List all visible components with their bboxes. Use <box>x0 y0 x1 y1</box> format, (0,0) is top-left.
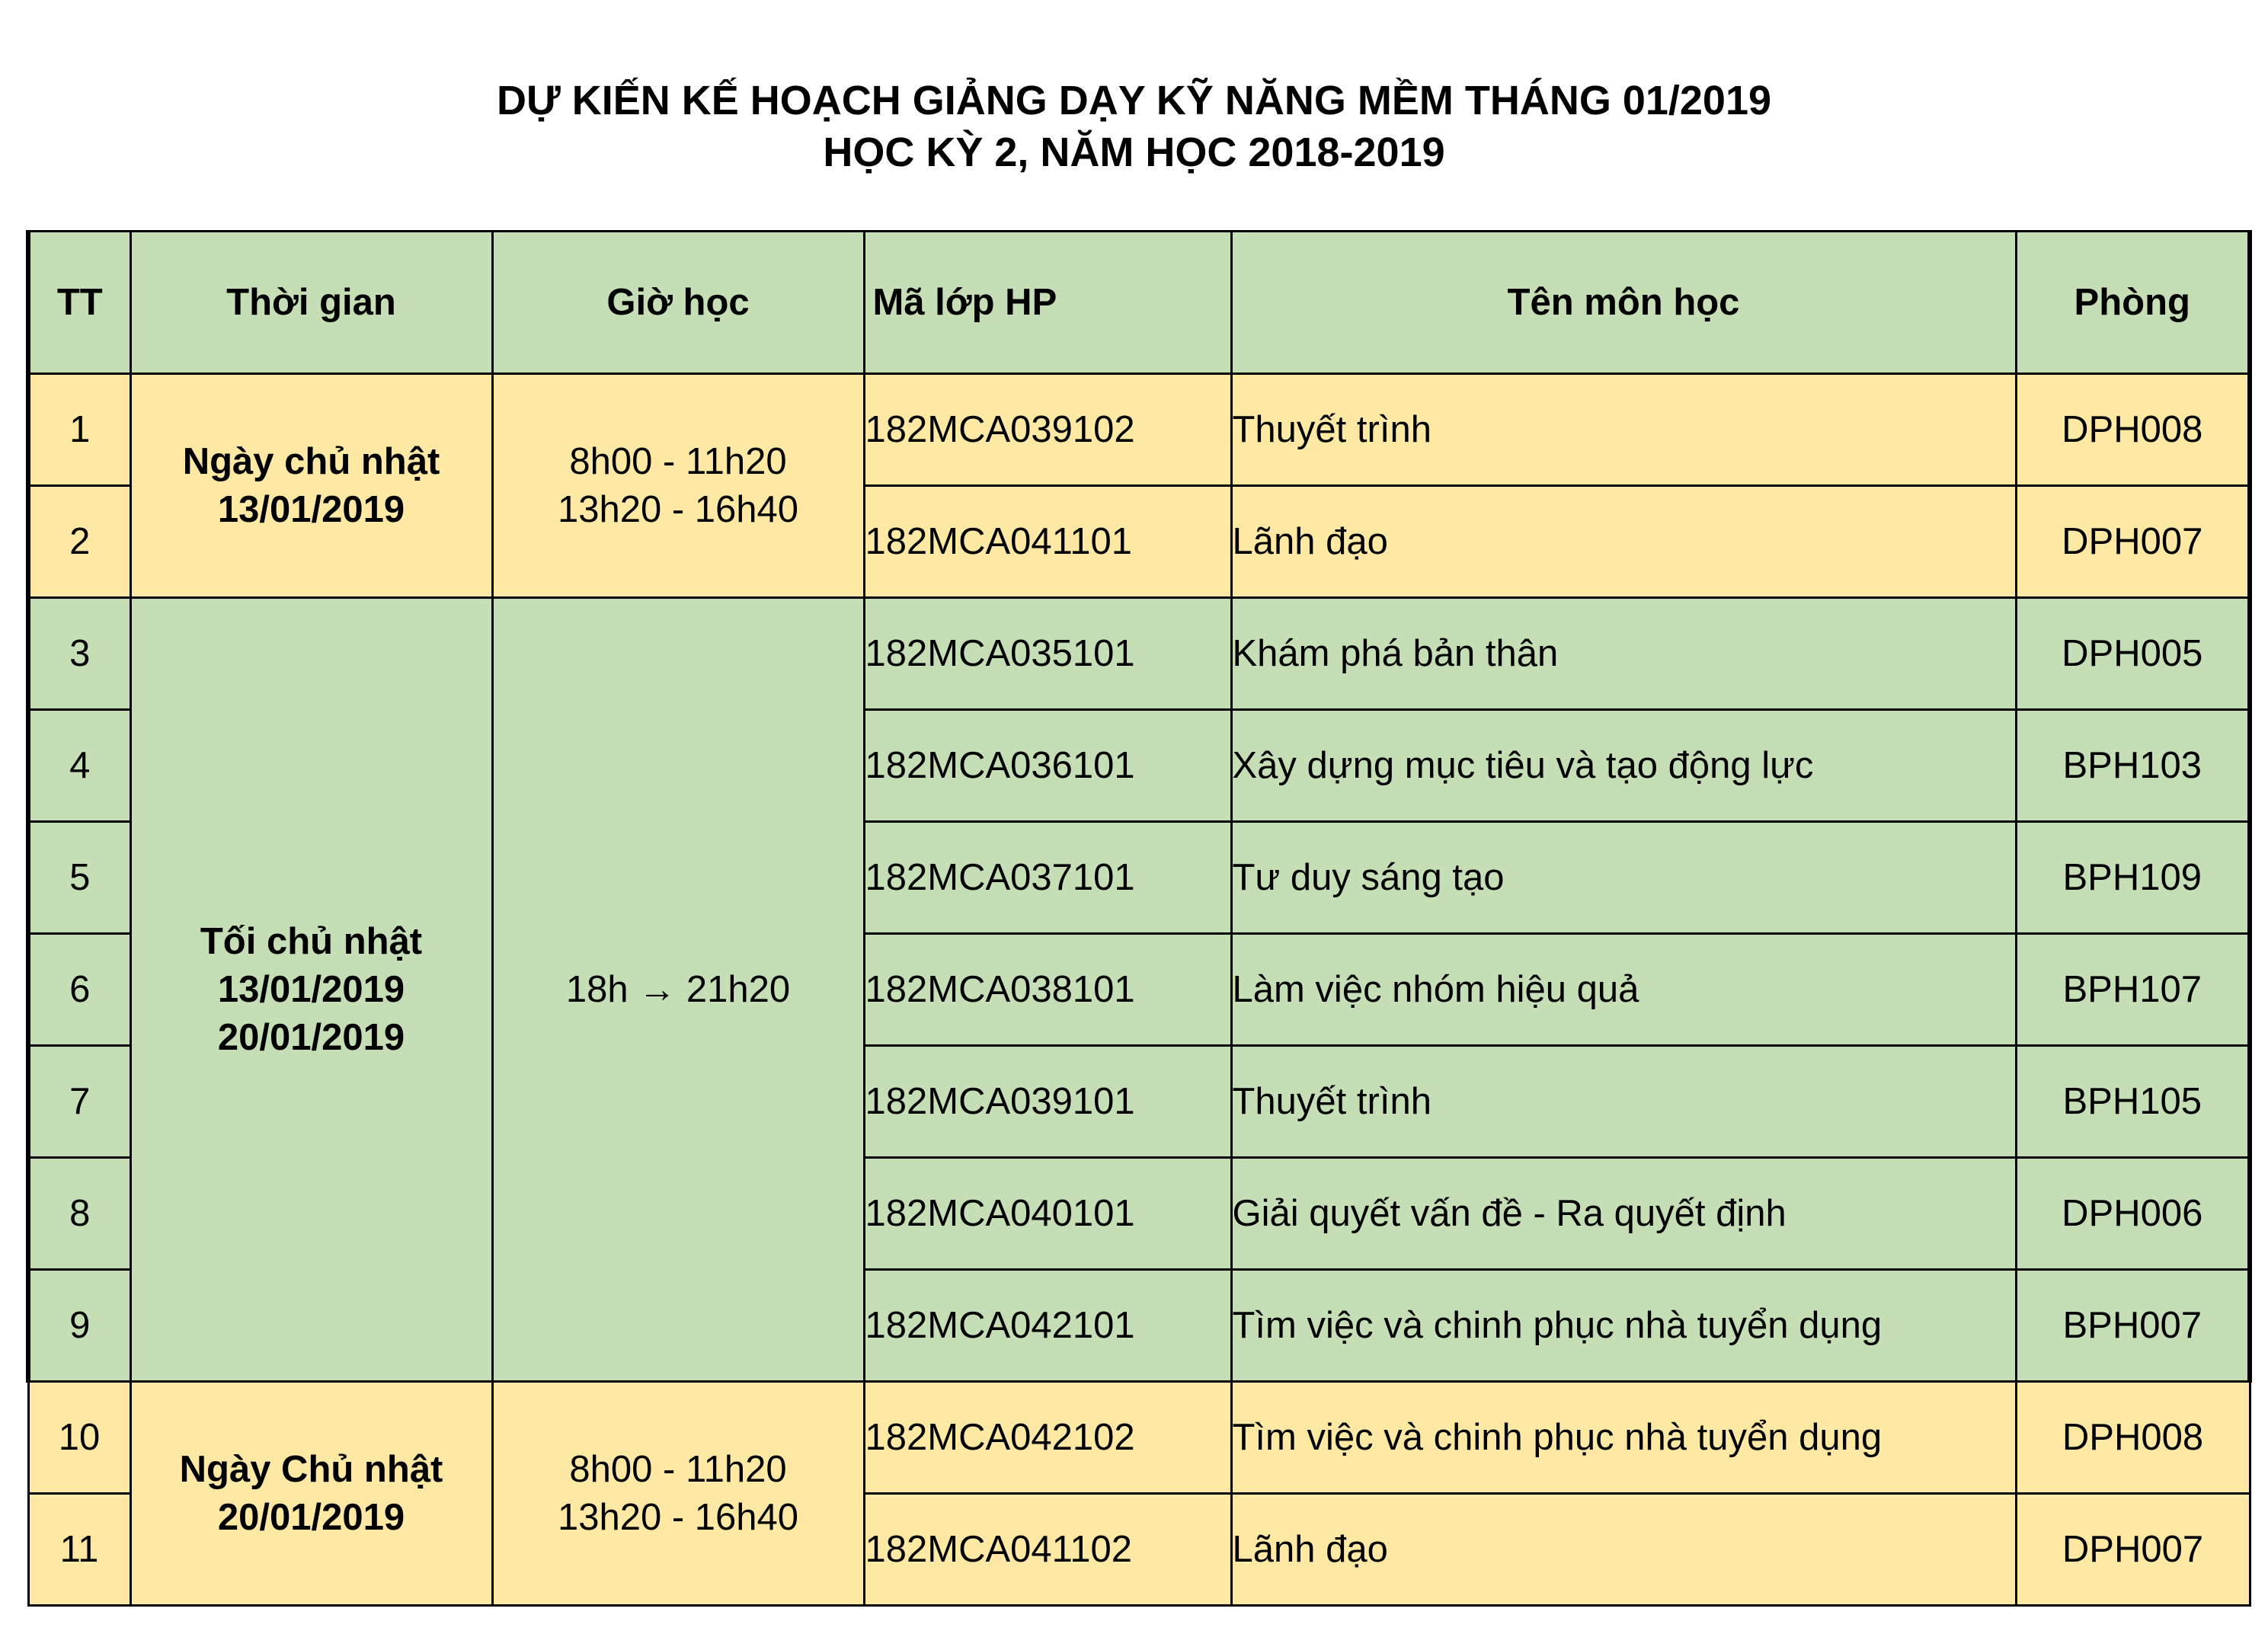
hours-line: 13h20 - 16h40 <box>557 1496 799 1538</box>
cell-tt: 6 <box>28 934 130 1046</box>
cell-room: BPH107 <box>2016 934 2250 1046</box>
table-row <box>28 374 2250 486</box>
cell-tt: 5 <box>28 822 130 934</box>
cell-room: DPH007 <box>2016 1494 2250 1606</box>
time-line: 13/01/2019 <box>217 968 405 1010</box>
cell-subject: Làm việc nhóm hiệu quả <box>1231 934 2016 1046</box>
cell-code: 182MCA041101 <box>864 486 1231 598</box>
cell-room: BPH109 <box>2016 822 2250 934</box>
cell-code: 182MCA039101 <box>864 1046 1231 1158</box>
title-line-2: HỌC KỲ 2, NĂM HỌC 2018-2019 <box>823 130 1445 175</box>
time-line: 20/01/2019 <box>217 1016 405 1058</box>
cell-code: 182MCA038101 <box>864 934 1231 1046</box>
header-room: Phòng <box>2016 232 2250 374</box>
header-row <box>28 232 2250 374</box>
cell-room: DPH006 <box>2016 1158 2250 1270</box>
cell-subject: Lãnh đạo <box>1231 486 2016 598</box>
hours-line: 8h00 - 11h20 <box>569 440 787 482</box>
header-subject: Tên môn học <box>1231 232 2016 374</box>
cell-code: 182MCA039102 <box>864 374 1231 486</box>
cell-tt: 10 <box>28 1382 130 1494</box>
table-row <box>28 1382 2250 1494</box>
cell-subject: Giải quyết vấn đề - Ra quyết định <box>1231 1158 2016 1270</box>
cell-code: 182MCA041102 <box>864 1494 1231 1606</box>
cell-tt: 1 <box>28 374 130 486</box>
hours-line: 13h20 - 16h40 <box>557 488 799 530</box>
cell-subject: Thuyết trình <box>1231 1046 2016 1158</box>
cell-subject: Lãnh đạo <box>1231 1494 2016 1606</box>
cell-room: DPH007 <box>2016 486 2250 598</box>
cell-subject: Tìm việc và chinh phục nhà tuyển dụng <box>1231 1270 2016 1382</box>
cell-room: BPH105 <box>2016 1046 2250 1158</box>
cell-tt: 4 <box>28 710 130 822</box>
cell-tt: 3 <box>28 598 130 710</box>
cell-tt: 9 <box>28 1270 130 1382</box>
cell-tt: 2 <box>28 486 130 598</box>
schedule-table <box>26 230 2252 1607</box>
cell-subject: Tư duy sáng tạo <box>1231 822 2016 934</box>
cell-room: BPH103 <box>2016 710 2250 822</box>
cell-time-group-2 <box>130 598 492 1382</box>
cell-room: DPH008 <box>2016 374 2250 486</box>
cell-code: 182MCA042101 <box>864 1270 1231 1382</box>
header-tt: TT <box>28 232 130 374</box>
cell-hours-group-2 <box>492 598 864 1382</box>
time-line: Ngày chủ nhật <box>182 440 440 482</box>
cell-code: 182MCA035101 <box>864 598 1231 710</box>
cell-subject: Khám phá bản thân <box>1231 598 2016 710</box>
header-hours: Giờ học <box>492 232 864 374</box>
cell-hours-group-3 <box>492 1382 864 1606</box>
cell-time-group-1 <box>130 374 492 598</box>
cell-room: DPH008 <box>2016 1382 2250 1494</box>
document-title <box>0 75 2268 178</box>
time-line: Ngày Chủ nhật <box>179 1448 443 1490</box>
hours-line: 8h00 - 11h20 <box>569 1448 787 1490</box>
cell-code: 182MCA042102 <box>864 1382 1231 1494</box>
time-line: 20/01/2019 <box>217 1496 405 1538</box>
hours-line: 18h → 21h20 <box>565 968 791 1010</box>
cell-code: 182MCA037101 <box>864 822 1231 934</box>
time-line: 13/01/2019 <box>217 488 405 530</box>
cell-subject: Tìm việc và chinh phục nhà tuyển dụng <box>1231 1382 2016 1494</box>
header-time: Thời gian <box>130 232 492 374</box>
cell-subject: Thuyết trình <box>1231 374 2016 486</box>
time-line: Tối chủ nhật <box>200 920 423 962</box>
cell-code: 182MCA036101 <box>864 710 1231 822</box>
cell-code: 182MCA040101 <box>864 1158 1231 1270</box>
cell-tt: 8 <box>28 1158 130 1270</box>
title-line-1: DỰ KIẾN KẾ HOẠCH GIẢNG DẠY KỸ NĂNG MỀM THÁNG 01/2019 <box>496 78 1772 123</box>
header-code: Mã lớp HP <box>864 232 1231 374</box>
cell-tt: 7 <box>28 1046 130 1158</box>
cell-tt: 11 <box>28 1494 130 1606</box>
cell-subject: Xây dựng mục tiêu và tạo động lực <box>1231 710 2016 822</box>
cell-time-group-3 <box>130 1382 492 1606</box>
cell-room: DPH005 <box>2016 598 2250 710</box>
cell-hours-group-1 <box>492 374 864 598</box>
table-row <box>28 598 2250 710</box>
cell-room: BPH007 <box>2016 1270 2250 1382</box>
